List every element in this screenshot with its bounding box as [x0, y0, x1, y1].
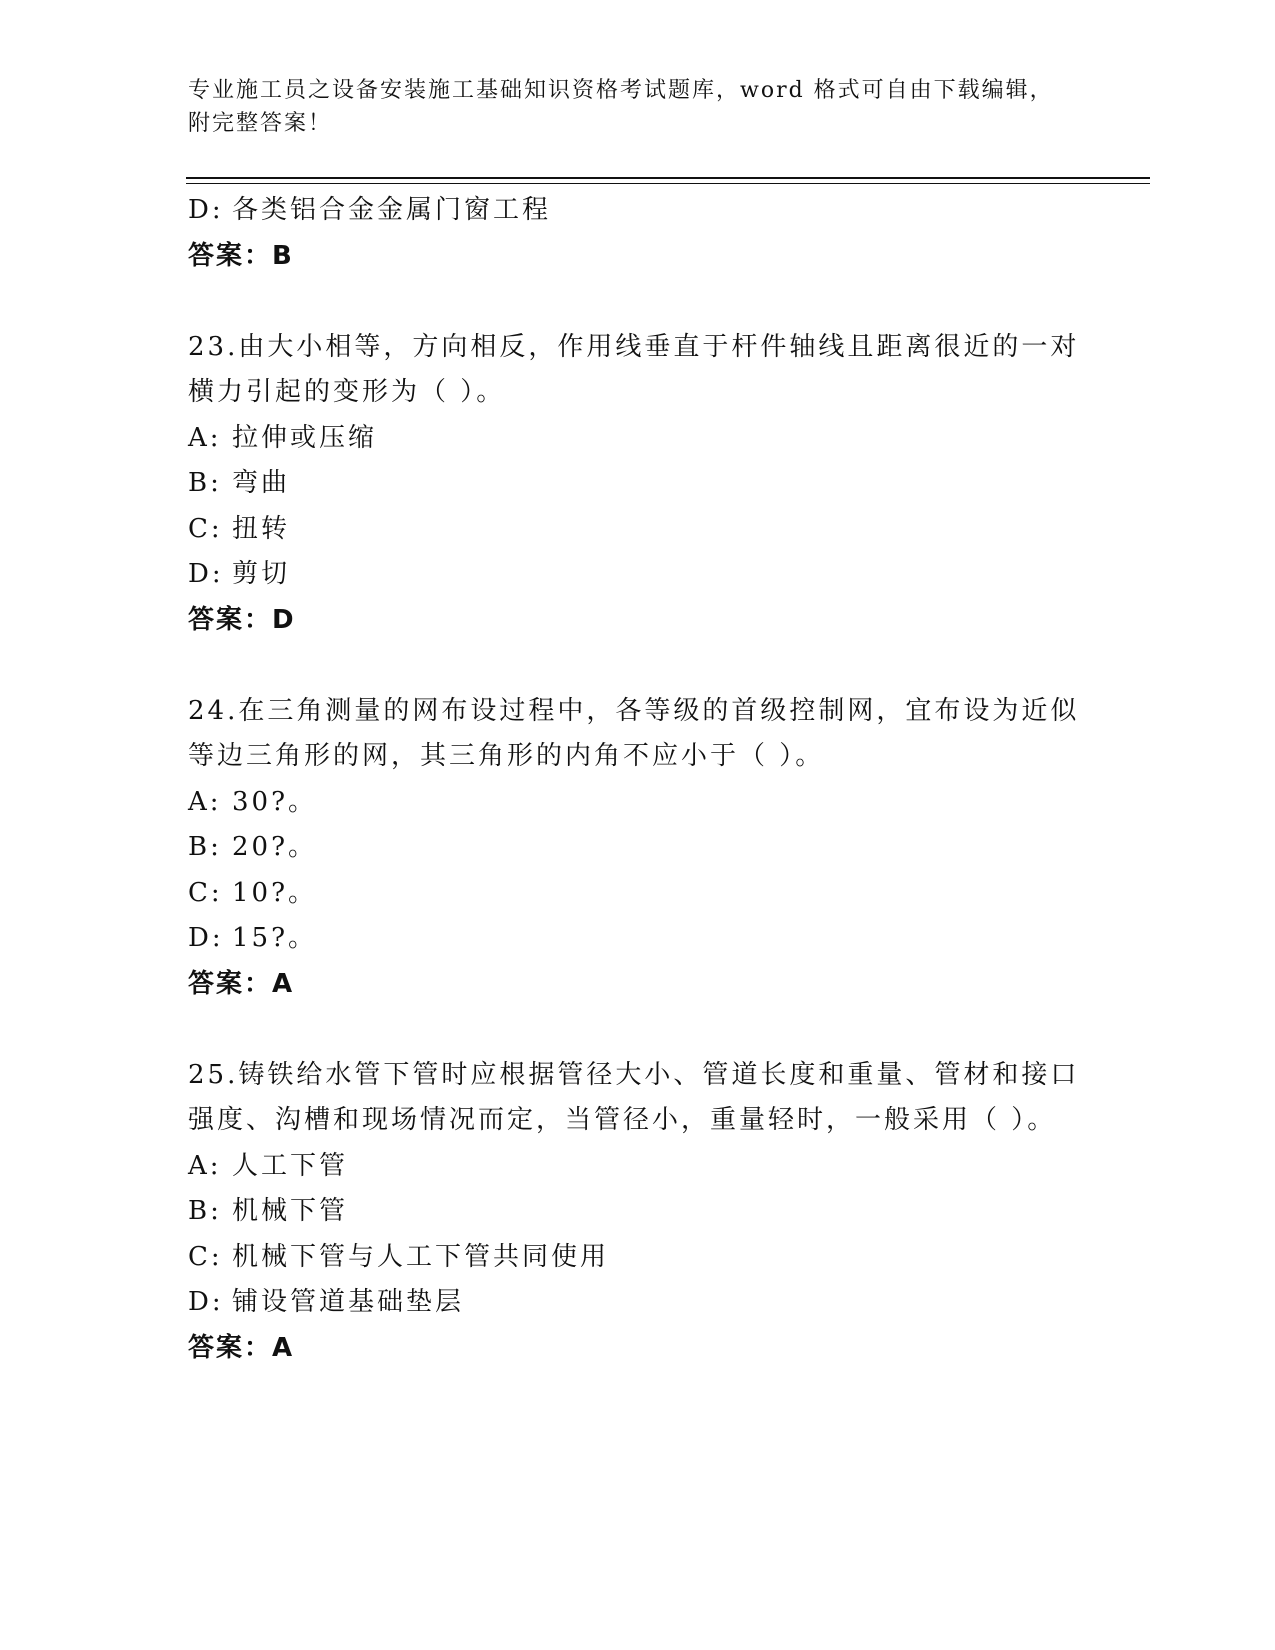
- option-c: [188, 1235, 1088, 1281]
- option-b: [188, 461, 1088, 507]
- option-d: [188, 188, 1088, 234]
- option-text: 人工下管: [232, 1150, 349, 1181]
- header-rule-thin: [186, 183, 1150, 184]
- option-b: [188, 1189, 1088, 1235]
- option-text: 机械下管与人工下管共同使用: [232, 1241, 610, 1272]
- option-text: 30?。: [232, 786, 318, 817]
- option-label: C:: [188, 513, 223, 544]
- option-a: [188, 780, 1088, 826]
- option-label: B:: [188, 832, 222, 862]
- option-label: B:: [188, 468, 222, 498]
- header-rule-thick: [186, 177, 1150, 179]
- question-25: [188, 1053, 1088, 1372]
- option-label: D:: [188, 559, 224, 589]
- option-c: [188, 507, 1088, 553]
- answer-line: 答案：A: [188, 1332, 295, 1363]
- question-stem-line: 24.在三角测量的网布设过程中，各等级的首级控制网，宜布设为近似: [188, 695, 1080, 726]
- option-d: [188, 916, 1088, 962]
- question-stem-line: 等边三角形的网，其三角形的内角不应小于（ ）。: [188, 741, 825, 771]
- header-line-1: 专业施工员之设备安装施工基础知识资格考试题库，word 格式可自由下载编辑，: [188, 78, 1054, 103]
- option-label: D:: [188, 1287, 224, 1317]
- option-text: 各类铝合金金属门窗工程: [232, 195, 552, 225]
- option-text: 10?。: [232, 877, 318, 908]
- question-24: [188, 689, 1088, 1008]
- option-label: C:: [188, 1241, 223, 1272]
- question-23: [188, 325, 1088, 644]
- option-text: 15?。: [232, 923, 318, 953]
- spacer: [188, 643, 1088, 689]
- option-a: [188, 416, 1088, 462]
- answer-line: 答案：B: [188, 240, 294, 271]
- option-label: C:: [188, 877, 223, 908]
- option-text: 拉伸或压缩: [232, 422, 378, 453]
- spacer: [188, 279, 1088, 325]
- option-text: 机械下管: [232, 1196, 349, 1226]
- question-stem-line: 25.铸铁给水管下管时应根据管径大小、管道长度和重量、管材和接口: [188, 1059, 1080, 1090]
- option-label: D:: [188, 195, 224, 225]
- question-stem-line: 23.由大小相等，方向相反，作用线垂直于杆件轴线且距离很近的一对: [188, 331, 1080, 362]
- option-label: A:: [188, 1150, 222, 1181]
- question-stem-line: 强度、沟槽和现场情况而定，当管径小，重量轻时，一般采用（ ）。: [188, 1105, 1057, 1135]
- option-d: [188, 552, 1088, 598]
- page-header: [188, 74, 1088, 140]
- option-d: [188, 1280, 1088, 1326]
- option-a: [188, 1144, 1088, 1190]
- option-label: A:: [188, 786, 222, 817]
- question-stem-line: 横力引起的变形为（ ）。: [188, 377, 506, 407]
- option-text: 剪切: [232, 559, 291, 589]
- option-text: 弯曲: [232, 468, 291, 498]
- option-text: 铺设管道基础垫层: [232, 1287, 465, 1317]
- answer-line: 答案：D: [188, 604, 296, 635]
- option-b: [188, 825, 1088, 871]
- header-line-2: 附完整答案！: [188, 111, 333, 136]
- option-text: 20?。: [232, 832, 318, 862]
- question-content: [188, 188, 1088, 1371]
- spacer: [188, 1007, 1088, 1053]
- answer-line: 答案：A: [188, 968, 295, 999]
- option-text: 扭转: [232, 513, 291, 544]
- option-label: D:: [188, 923, 224, 953]
- option-c: [188, 871, 1088, 917]
- option-label: A:: [188, 422, 222, 453]
- option-label: B:: [188, 1196, 222, 1226]
